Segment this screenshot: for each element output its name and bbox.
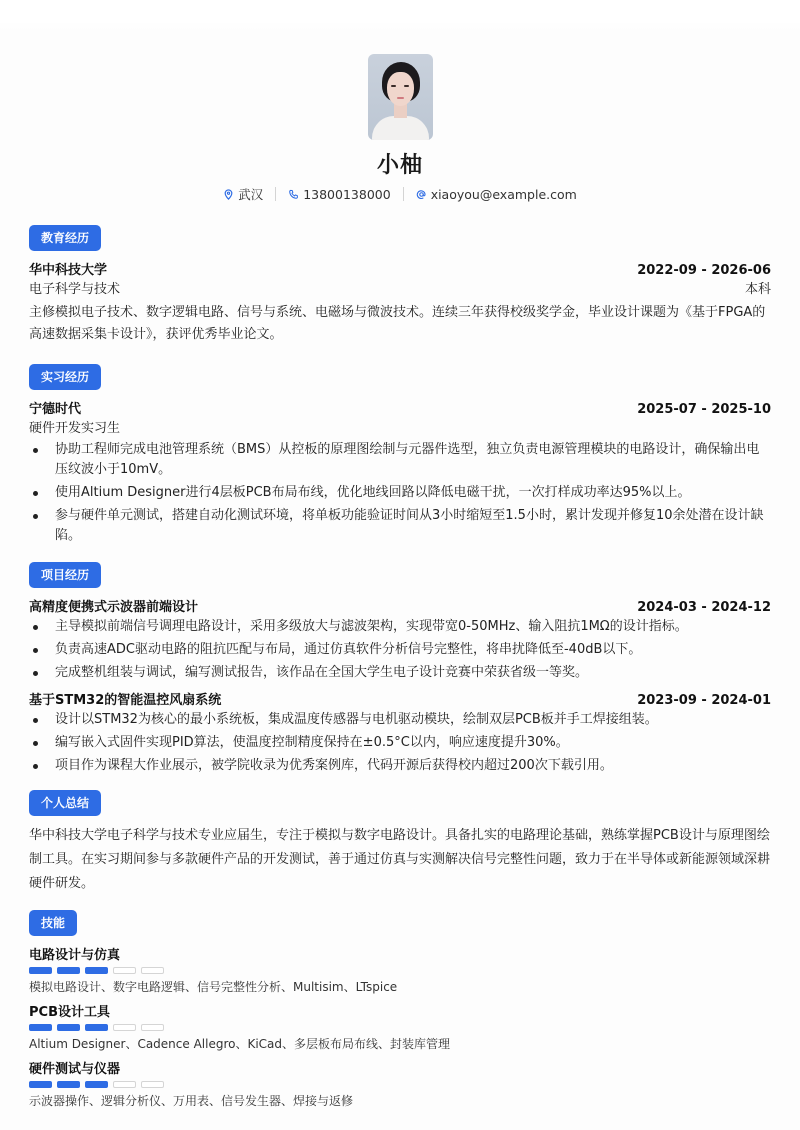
skill-level-bar — [29, 1081, 771, 1088]
project-dates: 2024-03 - 2024-12 — [637, 600, 771, 615]
skill-description: Altium Designer、Cadence Allegro、KiCad、多层板布局布线、封装库管理 — [29, 1037, 451, 1051]
divider — [275, 187, 276, 201]
skill-item — [29, 944, 771, 995]
internship-section — [29, 364, 771, 546]
skill-description: 模拟电路设计、数字电路逻辑、信号完整性分析、Multisim、LTspice — [29, 980, 398, 994]
skill-item — [29, 1058, 771, 1109]
education-section — [29, 225, 771, 346]
skill-name: PCB设计工具 — [29, 1005, 110, 1020]
contact-location — [223, 185, 263, 203]
education-description: 主修模拟电子技术、数字逻辑电路、信号与系统、电磁场与微波技术。连续三年获得校级奖学金，毕业设计课题为《基于FPGA的高速数据采集卡设计》，获评优秀毕业论文。 — [29, 305, 766, 342]
bullet-item: 项目作为课程大作业展示，被学院收录为优秀案例库，代码开源后获得校内超过200次下载引用。 — [29, 756, 771, 776]
level-segment-empty — [141, 1081, 164, 1088]
candidate-name: 小柚 — [376, 153, 423, 178]
section-title-internship: 实习经历 — [29, 364, 101, 390]
internship-dates: 2025-07 - 2025-10 — [637, 402, 771, 417]
skill-description: 示波器操作、逻辑分析仪、万用表、信号发生器、焊接与返修 — [29, 1094, 354, 1108]
internship-bullets — [29, 440, 771, 546]
bullet-item: 设计以STM32为核心的最小系统板，集成温度传感器与电机驱动模块，绘制双层PCB板并手工焊接组装。 — [29, 710, 771, 730]
at-icon — [416, 189, 427, 200]
skill-name: 硬件测试与仪器 — [29, 1062, 121, 1077]
project-bullets — [29, 710, 771, 776]
bullet-item: 参与硬件单元测试，搭建自动化测试环境，将单板功能验证时间从3小时缩短至1.5小时，累计发现并修复10余处潜在设计缺陷。 — [29, 506, 771, 546]
education-dates: 2022-09 - 2026-06 — [637, 263, 771, 278]
summary-text: 华中科技大学电子科学与技术专业应届生，专注于模拟与数字电路设计。具备扎实的电路理论基础，熟练掌握PCB设计与原理图绘制工具。在实习期间参与多款硬件产品的开发测试，善于通过仿真与实测解决信号完整性问题，致力于在半导体或新能源领域深耕硬件研发。 — [29, 828, 771, 891]
profile-photo — [368, 54, 433, 140]
contact-email[interactable] — [416, 187, 577, 202]
bullet-item: 协助工程师完成电池管理系统（BMS）从控板的原理图绘制与元器件选型，独立负责电源管理模块的电路设计，确保输出电压纹波小于10mV。 — [29, 440, 771, 480]
resume-header — [29, 0, 771, 203]
skill-name: 电路设计与仿真 — [29, 948, 121, 963]
level-segment-empty — [141, 1024, 164, 1031]
phone-icon — [288, 189, 299, 200]
projects-section — [29, 562, 771, 776]
internship-item — [29, 398, 771, 546]
school-name: 华中科技大学 — [29, 263, 108, 278]
major: 电子科学与技术 — [29, 282, 121, 297]
project-item — [29, 596, 771, 683]
project-name: 高精度便携式示波器前端设计 — [29, 600, 199, 615]
bullet-item: 编写嵌入式固件实现PID算法，使温度控制精度保持在±0.5°C以内，响应速度提升30%。 — [29, 733, 771, 753]
skill-level-bar — [29, 967, 771, 974]
section-title-education: 教育经历 — [29, 225, 101, 251]
education-item — [29, 259, 771, 346]
project-item — [29, 689, 771, 776]
level-segment-filled — [85, 1081, 108, 1088]
level-segment-empty — [141, 967, 164, 974]
level-segment-filled — [29, 1081, 52, 1088]
level-segment-filled — [57, 967, 80, 974]
skill-item — [29, 1001, 771, 1052]
company-name: 宁德时代 — [29, 402, 82, 417]
project-dates: 2023-09 - 2024-01 — [637, 693, 771, 708]
divider — [403, 187, 404, 201]
skills-section — [29, 910, 771, 1109]
summary-section — [29, 790, 771, 896]
section-title-summary: 个人总结 — [29, 790, 101, 816]
section-title-projects: 项目经历 — [29, 562, 101, 588]
contact-info — [223, 185, 577, 203]
level-segment-filled — [29, 967, 52, 974]
level-segment-empty — [113, 1081, 136, 1088]
level-segment-empty — [113, 967, 136, 974]
level-segment-filled — [29, 1024, 52, 1031]
section-title-skills: 技能 — [29, 910, 77, 936]
skill-level-bar — [29, 1024, 771, 1031]
level-segment-filled — [85, 1024, 108, 1031]
bullet-item: 主导模拟前端信号调理电路设计，采用多级放大与滤波架构，实现带宽0-50MHz、输入阻抗1MΩ的设计指标。 — [29, 617, 771, 637]
level-segment-filled — [85, 967, 108, 974]
degree: 本科 — [744, 282, 771, 297]
level-segment-filled — [57, 1081, 80, 1088]
email-text: xiaoyou@example.com — [430, 186, 577, 202]
map-pin-icon — [223, 189, 234, 200]
bullet-item: 完成整机组装与调试，编写测试报告，该作品在全国大学生电子设计竞赛中荣获省级一等奖。 — [29, 663, 771, 683]
project-name: 基于STM32的智能温控风扇系统 — [29, 693, 222, 708]
location-text: 武汉 — [238, 187, 264, 202]
bullet-item: 使用Altium Designer进行4层板PCB布局布线，优化地线回路以降低电磁干扰，一次打样成功率达95%以上。 — [29, 483, 771, 503]
bullet-item: 负责高速ADC驱动电路的阻抗匹配与布局，通过仿真软件分析信号完整性，将串扰降低至-40dB以下。 — [29, 640, 771, 660]
contact-phone[interactable] — [288, 187, 390, 202]
project-bullets — [29, 617, 771, 683]
level-segment-filled — [57, 1024, 80, 1031]
phone-text: 13800138000 — [303, 186, 391, 202]
level-segment-empty — [113, 1024, 136, 1031]
internship-role: 硬件开发实习生 — [29, 421, 121, 436]
